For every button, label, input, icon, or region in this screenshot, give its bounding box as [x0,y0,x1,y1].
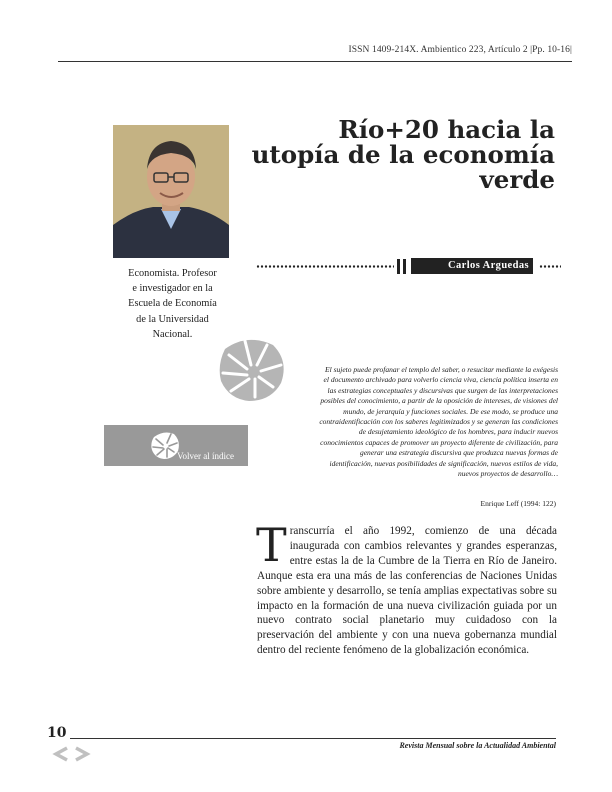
author-bio [104,266,241,342]
monstera-leaf-icon [217,335,287,405]
article-body [256,518,557,658]
article-title [235,117,555,192]
drop-cap: T [256,518,287,572]
header-rule [58,61,572,62]
dotted-rule-right [539,265,561,268]
epigraph-text: El sujeto puede profanar el templo del saber, o resucitar mediante la exégesis el documento archivado para volverlo ciencia viva, ciencia política inserta en las estrategias conceptuales y discursivas que surgen de las interpretaciones posibles del conocimiento, a partir de la oposición de intereses, de visiones del mundo, de jerarquía y funciones sociales. De ese modo, se produce una contraidentificación con los saberes legitimizados y se generan las condiciones de desujetamiento ideológico de los hombres, para inducir nuevos conocimientos capaces de promover un proyecto diferente de civilización, para generar una estrategia discursiva que produzca nuevas formas de identificación, nuevas posibilidades de significación, nuevos estilos de vida, nuevos proyectos de desarrollo… [319,365,558,479]
byline-bar [403,259,406,274]
chevron-right-icon[interactable] [73,746,91,762]
author-bio-line: de la Universidad [136,313,209,325]
article-title-line: verde [479,165,555,194]
page-number: 10 [47,725,67,741]
back-to-index-label: Volver al índice [177,451,234,461]
byline-bar [397,259,400,274]
author-bio-line: Escuela de Economía [128,298,217,310]
journal-name: Revista Mensual sobre la Actualidad Ambiental [399,741,556,750]
author-byline [256,258,560,274]
footer-rule [70,738,556,739]
chevron-left-icon[interactable] [52,746,70,762]
author-bio-line: Economista. Profesor [128,268,217,279]
author-bio-line: Nacional. [152,328,193,340]
author-bio-line: e investigador en la [132,283,213,295]
author-name: Carlos Arguedas [411,258,533,274]
epigraph-attribution: Enrique Leff (1994: 122) [480,499,556,508]
dotted-rule-left [256,265,394,268]
article-title-line: utopía de la economía [251,140,555,169]
author-photo [113,125,229,258]
issn-header: ISSN 1409-214X. Ambientico 223, Artículo 2 |Pp. 10-16| [348,45,572,55]
back-to-index-button[interactable] [104,425,248,466]
article-title-line: Río+20 hacia la [338,115,555,144]
monstera-leaf-icon [150,430,180,460]
author-portrait-illustration [113,125,229,258]
body-paragraph: ranscurría el año 1992, comienzo de una década inaugurada con cambios relevantes y grandes esperanzas, entre estas la de la Cumbre de la Tierra en Río de Janeiro. Aunque esta era una más de las conferencias de Naciones Unidas sobre ambiente y desarrollo, se tenía amplias expectativas sobre su impacto en la formación de una nueva civilización guiada por un nuevo contrato social planetario muy cuidadoso con la preservación del ambiente y con una nueva gobernanza mundial dentro del reciente fenómeno de la globalización económica. [257,525,557,657]
